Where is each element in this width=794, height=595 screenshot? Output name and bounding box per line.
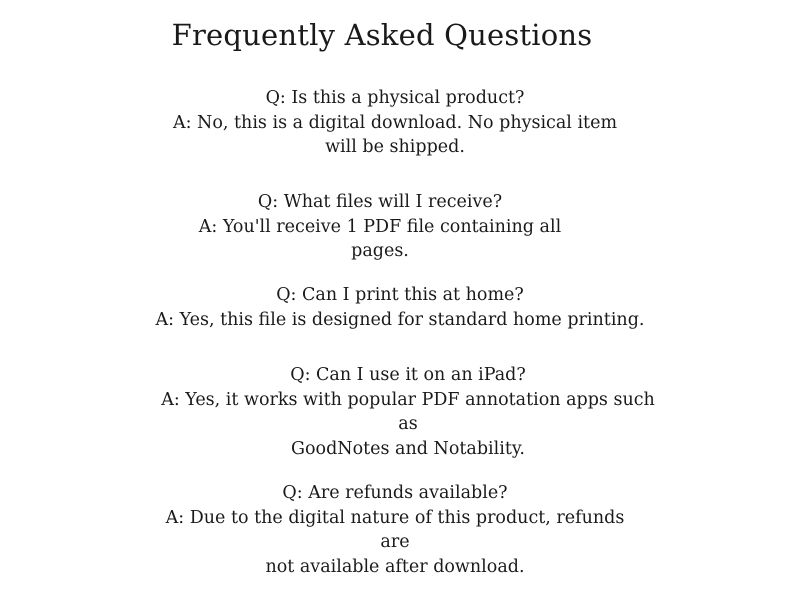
- faq-item: [170, 86, 620, 160]
- faq-question: Q: Can I use it on an iPad?: [290, 365, 526, 385]
- faq-answer-line: A: No, this is a digital download. No physical item: [172, 112, 618, 133]
- faq-question: Q: Are refunds available?: [282, 483, 508, 503]
- faq-item: [170, 190, 590, 264]
- faq-answer-line: A: Yes, it works with popular PDF annotation apps such as: [161, 389, 655, 434]
- faq-answer-line: GoodNotes and Notability.: [291, 438, 525, 459]
- faq-item: [150, 283, 650, 332]
- faq-item: [150, 481, 640, 579]
- faq-question: Q: Is this a physical product?: [265, 88, 525, 108]
- faq-answer-line: not available after download.: [265, 556, 525, 577]
- faq-answer-line: will be shipped.: [325, 137, 465, 157]
- faq-question: Q: What files will I receive?: [257, 192, 503, 212]
- faq-item: [150, 363, 666, 461]
- faq-answer-line: A: Due to the digital nature of this product, refunds are: [165, 507, 625, 552]
- faq-answer-line: A: Yes, this file is designed for standard home printing.: [155, 309, 645, 330]
- faq-question: Q: Can I print this at home?: [276, 285, 524, 305]
- faq-answer-line: A: You'll receive 1 PDF file containing all pages.: [198, 216, 562, 261]
- page-title: Frequently Asked Questions: [171, 18, 593, 52]
